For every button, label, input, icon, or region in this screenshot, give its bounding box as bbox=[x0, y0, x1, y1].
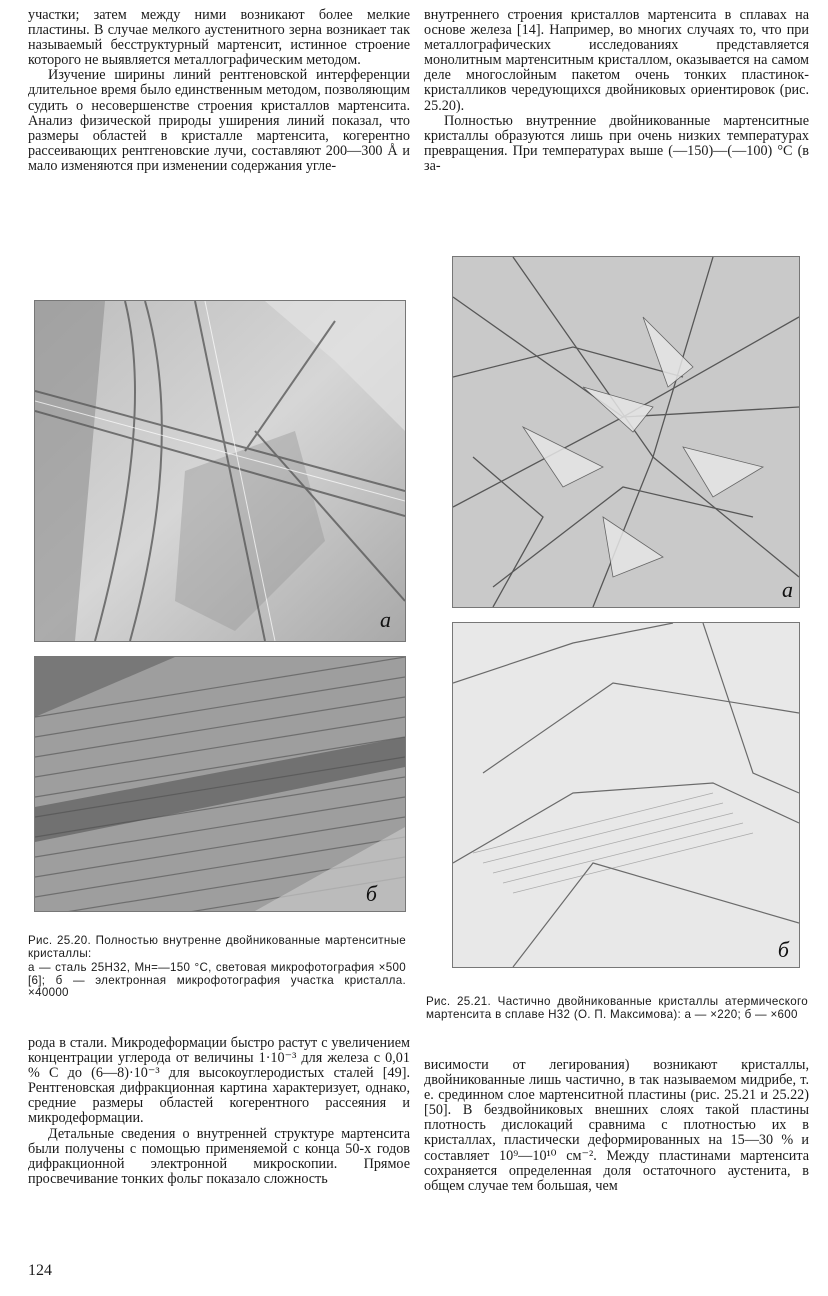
right-column-top bbox=[424, 8, 809, 174]
paragraph: висимости от легирования) возникают кристаллы, двойникованные лишь частично, в так называемом мидрибе, т. е. срединном слое мартенситной пластины (рис. 25.21 и 25.22) [50]. В бездвойниковых внешних слоях такой пластины плотность дислокаций сравнима с плотностью их в кристаллах, пластически деформированных на 15—30 % и составляет 10⁹—10¹⁰ см⁻². Между пластинами мартенсита сохраняется определенная доля остаточного аустенита, в общем случае тем большая, чем bbox=[424, 1057, 809, 1194]
paragraph: участки; затем между ними возникают более мелкие пластины. В случае мелкого аустенитного зерна возникает так называемый бесструктурный мартенсит, истинное строение которого не выявляется металлографическим методом. bbox=[28, 7, 410, 69]
figure-label-b: б bbox=[777, 937, 789, 962]
right-column-bottom bbox=[424, 1058, 809, 1194]
figure-label-a: а bbox=[782, 577, 793, 602]
caption-body: а — сталь 25Н32, Mн=—150 °С, световая микрофотография ×500 [6]; б — электронная микрофотография участка кристалла. ×40000 bbox=[28, 961, 406, 1000]
left-column-top bbox=[28, 8, 410, 174]
caption-text: Рис. 25.21. Частично двойникованные кристаллы атермического мартенсита в сплаве Н32 (О. П. Максимова): а — ×220; б — ×600 bbox=[426, 995, 808, 1021]
caption-title: Рис. 25.20. Полностью внутренне двойникованные мартенситные кристаллы: bbox=[28, 934, 406, 960]
page-number: 124 bbox=[28, 1262, 52, 1279]
paragraph: Детальные сведения о внутренней структуре мартенсита были получены с помощью применяемой с конца 50-х годов дифракционной электронной микроскопии. Прямое просвечивание тонких фольг показало сложность bbox=[28, 1125, 410, 1187]
paragraph: Полностью внутренние двойникованные мартенситные кристаллы образуются лишь при очень низких температурах превращения. При температурах выше (—150)—(—100) °С (в за- bbox=[424, 112, 809, 174]
paragraph: внутреннего строения кристаллов мартенсита в сплавах на основе железа [14]. Например, во многих случаях то, что при металлографических исследованиях представляется монолитным мартенситным кристаллом, оказывается на самом деле многослойным пакетом очень тонких пластинок-кристалликов чередующихся двойниковых ориентировок (рис. 25.20). bbox=[424, 7, 809, 114]
figure-25-20-b-micrograph bbox=[34, 656, 406, 912]
left-column-bottom bbox=[28, 1036, 410, 1187]
figure-25-21-b-micrograph bbox=[452, 622, 800, 968]
paragraph: Изучение ширины линий рентгеновской интерференции длительное время было единственным методом, позволяющим судить о несовершенстве строения кристаллов мартенсита. Анализ физической природы уширения линий показал, что размеры областей в кристалле мартенсита, когерентно рассеивающих рентгеновские лучи, составляют 200—300 Å и мало изменяются при изменении содержания угле- bbox=[28, 67, 410, 174]
figure-25-21-caption bbox=[426, 996, 808, 1021]
figure-label-b: б bbox=[365, 881, 377, 906]
paragraph: рода в стали. Микродеформации быстро растут с увеличением концентрации углерода от величины 1·10⁻³ для железа с 0,01 % С до (6—8)·10⁻³ для высокоуглеродистых сталей [49]. Рентгеновская дифракционная картина характеризует, однако, средние размеры областей когерентного рассеяния и микродеформации. bbox=[28, 1035, 410, 1127]
figure-25-20-a-micrograph bbox=[34, 300, 406, 642]
figure-25-21-a-micrograph bbox=[452, 256, 800, 608]
figure-label-a: а bbox=[380, 607, 391, 632]
figure-25-20-caption bbox=[28, 935, 406, 1000]
